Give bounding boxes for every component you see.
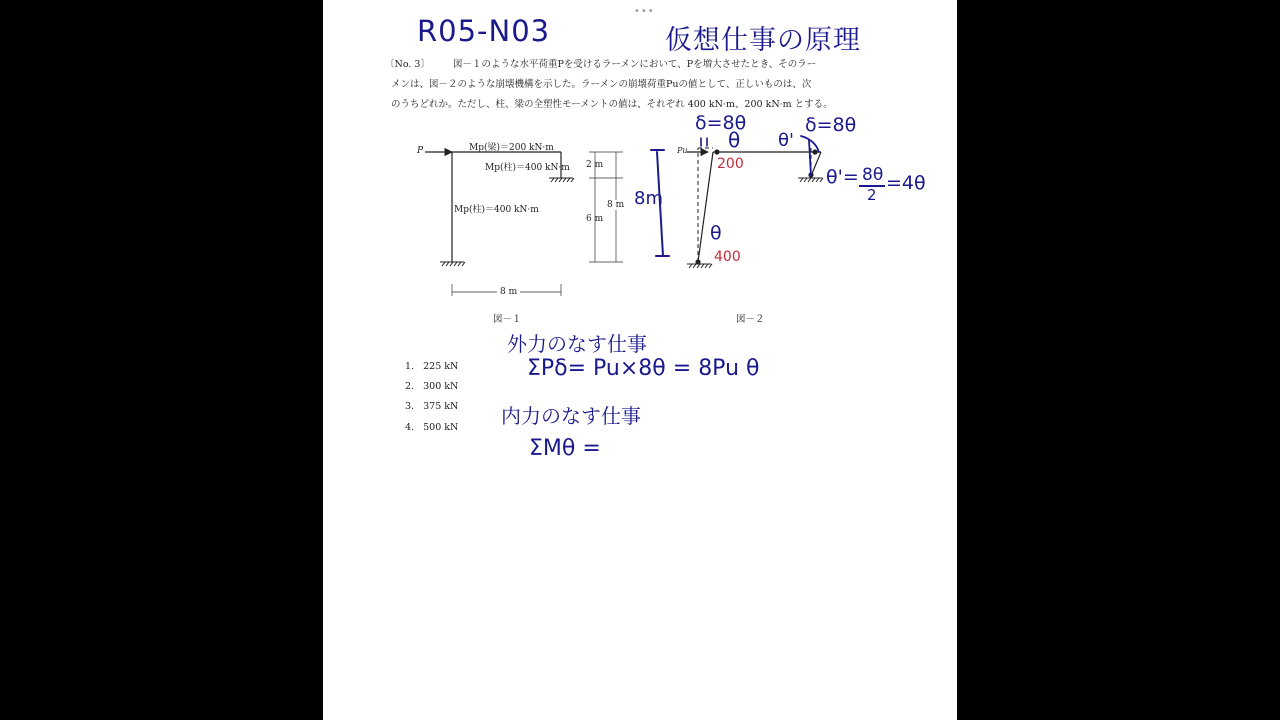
- hw-theta-right: θ': [778, 130, 794, 151]
- choice-1-value: 225 kN: [423, 361, 459, 372]
- choice-2-number: 2.: [405, 381, 415, 392]
- hw-delta-right: δ=8θ: [805, 114, 857, 136]
- choice-3-value: 375 kN: [423, 401, 459, 412]
- figure1-support-left: [440, 262, 465, 266]
- question-line-1: 図－１のような水平荷重Pを受けるラーメンにおいて、Pを増大させたとき、そのラー: [453, 59, 817, 70]
- choice-1[interactable]: [405, 361, 458, 372]
- figure1-beam-moment: Mp(梁)＝200 kN·m: [469, 143, 554, 153]
- hw-height-8m: 8m: [634, 188, 663, 209]
- hw-external-work-equation: ΣPδ= Pu×8θ = 8Pu θ: [527, 356, 760, 381]
- hw-theta-top: θ: [728, 128, 741, 152]
- hw-internal-work-equation: ΣMθ =: [529, 436, 601, 461]
- question-number: 〔No. 3〕: [385, 59, 430, 70]
- figure1-dimensions: [452, 152, 623, 296]
- choice-4[interactable]: [405, 422, 458, 433]
- hw-fraction-numerator: 8θ: [862, 165, 884, 185]
- figure2-original-dashed: [698, 148, 811, 262]
- figure2-hinges: [695, 149, 817, 264]
- hw-fraction-denominator: 2: [867, 186, 877, 204]
- hw-theta-bottom: θ: [710, 222, 722, 244]
- figure1-caption: 図－１: [493, 314, 522, 325]
- hw-moment-200: 200: [717, 156, 744, 172]
- hw-internal-work-title: 内力のなす仕事: [501, 404, 641, 428]
- handwritten-right-rotation: [801, 136, 819, 176]
- handwritten-top-dashes: [701, 138, 707, 146]
- figure1-dim-6m: 6 m: [586, 214, 604, 224]
- hw-eq-4theta: =4θ: [886, 172, 926, 194]
- hw-external-work-title: 外力のなす仕事: [507, 332, 647, 356]
- figure2-support-left: [687, 264, 712, 268]
- figure1-left-col-moment: Mp(柱)＝400 kN·m: [454, 205, 539, 215]
- figure1-right-col-moment: Mp(柱)＝400 kN·m: [485, 163, 570, 173]
- choice-2-value: 300 kN: [423, 381, 459, 392]
- figure2-load-label: Pu: [677, 146, 688, 155]
- figure1-dim-8m-vertical: 8 m: [607, 200, 625, 210]
- figure1-support-right: [549, 178, 574, 182]
- question-line-3: のうちどれか。ただし、柱、梁の全塑性モーメントの値は、それぞれ 400 kN·m、200 kN·m とする。: [391, 99, 833, 110]
- document-page: [323, 0, 957, 720]
- choice-2[interactable]: [405, 381, 458, 392]
- more-menu-icon[interactable]: •••: [634, 6, 655, 17]
- hw-delta-left: δ=8θ: [695, 112, 747, 134]
- topic-title: 仮想仕事の原理: [665, 25, 861, 56]
- figure1-dim-8m-horizontal: 8 m: [497, 287, 520, 297]
- choice-1-number: 1.: [405, 361, 415, 372]
- figure2-caption: 図－２: [736, 314, 765, 325]
- problem-id: R05-N03: [417, 14, 551, 48]
- figure1-load-label: P: [417, 146, 424, 156]
- figure1-dim-2m: 2 m: [586, 160, 604, 170]
- choice-4-number: 4.: [405, 422, 415, 433]
- hw-moment-400: 400: [714, 249, 741, 265]
- question-line-2: メンは、図－２のような崩壊機構を示した。ラーメンの崩壊荷重Puの値として、正しいものは、次: [391, 79, 812, 90]
- figure2-support-right: [798, 178, 823, 182]
- hw-theta-prime: θ'=: [826, 166, 859, 188]
- choice-4-value: 500 kN: [423, 422, 459, 433]
- choice-3-number: 3.: [405, 401, 415, 412]
- choice-3[interactable]: [405, 401, 458, 412]
